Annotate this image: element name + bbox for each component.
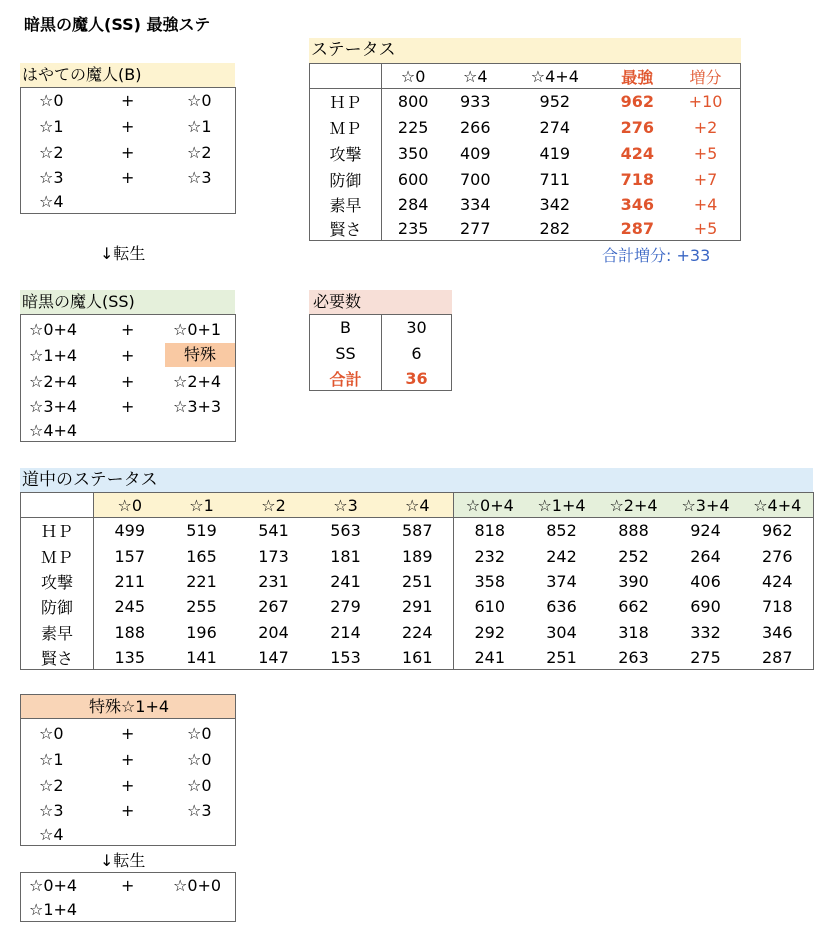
douchu-cell: 291	[382, 594, 454, 620]
tokushu-header: 特殊☆1+4	[20, 694, 236, 718]
douchu-cell: 196	[186, 623, 217, 642]
tokushu-result-b: ☆0+0	[173, 876, 222, 895]
needed-value: 6	[411, 344, 422, 363]
douchu-cell: 204	[258, 623, 289, 642]
status-table	[309, 63, 741, 241]
douchu-cell: 275	[690, 647, 721, 667]
hayate-row	[21, 88, 235, 114]
ankoku-row-a: ☆4+4	[29, 421, 78, 440]
hayate-row	[21, 165, 235, 191]
ankoku-row-op: +	[121, 346, 135, 365]
hayate-row-op: +	[121, 117, 135, 136]
status-cell: 600	[397, 170, 429, 189]
douchu-cell: 153	[330, 647, 361, 667]
douchu-cell: 279	[330, 597, 361, 616]
status-cell: 700	[459, 170, 491, 189]
needed-row	[310, 341, 452, 367]
tokushu-row	[21, 798, 235, 824]
tokushu-row-op: +	[121, 776, 135, 795]
tokushu-row-a: ☆3	[39, 801, 64, 820]
douchu-cell: 519	[186, 521, 217, 541]
status-cell: 933	[459, 92, 491, 112]
status-cell: 800	[397, 92, 429, 112]
tokushu-cell: 特殊	[165, 343, 235, 367]
status-cell: 282	[539, 218, 571, 238]
douchu-cell: 147	[258, 647, 289, 667]
douchu-row-name: 防御	[21, 594, 94, 620]
tokushu-row-b: ☆0	[187, 724, 212, 743]
douchu-cell: 221	[186, 571, 217, 591]
ankoku-row	[21, 317, 235, 343]
tensei-arrow-2: ↓転生	[100, 851, 146, 870]
status-cell: 225	[397, 118, 429, 137]
tokushu-row-a: ☆1	[39, 750, 64, 769]
status-cell: 277	[459, 218, 491, 238]
hayate-row	[21, 189, 235, 215]
hayate-row-b: ☆3	[187, 168, 212, 187]
tokushu-row-op: +	[121, 750, 135, 769]
status-row-name: 防御	[310, 167, 382, 193]
tokushu-result-row	[21, 897, 235, 923]
douchu-col-header: ☆4	[382, 493, 454, 518]
douchu-cell: 852	[546, 521, 577, 541]
status-cell-inc: +5	[693, 144, 718, 163]
status-row	[310, 141, 741, 167]
douchu-row-name: 素早	[21, 620, 94, 646]
hayate-row-b: ☆1	[187, 117, 212, 136]
ankoku-row-b: ☆3+3	[173, 397, 222, 416]
status-cell: 334	[459, 195, 491, 214]
douchu-table	[20, 492, 814, 670]
douchu-cell: 189	[382, 544, 454, 569]
hayate-row	[21, 140, 235, 166]
douchu-cell: 141	[186, 647, 217, 667]
douchu-cell: 276	[761, 546, 793, 566]
hayate-row-a: ☆2	[39, 143, 64, 162]
status-row-name: ＭＰ	[310, 115, 382, 141]
tokushu-row-op: +	[121, 724, 135, 743]
douchu-cell: 563	[330, 521, 361, 541]
status-row-name: 賢さ	[310, 217, 382, 241]
douchu-cell: 241	[474, 647, 506, 667]
tokushu-result-a: ☆1+4	[29, 900, 78, 919]
status-cell: 342	[539, 195, 571, 214]
douchu-cell: 818	[474, 521, 506, 541]
tokushu-row-b: ☆0	[187, 776, 212, 795]
douchu-corner	[21, 493, 94, 518]
douchu-header: 道中のステータス	[20, 468, 813, 492]
douchu-cell: 499	[114, 521, 146, 541]
douchu-cell: 242	[546, 546, 577, 566]
douchu-cell: 135	[114, 647, 146, 667]
douchu-cell: 374	[546, 571, 577, 591]
status-cell-max: 346	[620, 195, 654, 214]
status-row	[310, 217, 741, 241]
status-cell-inc: +10	[688, 92, 723, 112]
tokushu-result-box	[20, 872, 236, 922]
needed-row	[310, 367, 452, 391]
douchu-cell: 332	[690, 623, 721, 642]
hayate-row-b: ☆0	[187, 91, 212, 110]
tokushu-row-a: ☆2	[39, 776, 64, 795]
douchu-cell: 318	[618, 623, 649, 642]
page-title: 暗黒の魔人(SS) 最強ステ	[24, 15, 211, 34]
douchu-cell: 231	[258, 571, 289, 591]
tokushu-row	[21, 822, 235, 848]
douchu-cell: 636	[546, 597, 577, 616]
status-cell: 350	[397, 144, 429, 163]
douchu-cell: 610	[474, 597, 506, 616]
douchu-col-header: ☆0	[94, 493, 166, 518]
douchu-cell: 304	[546, 623, 577, 642]
needed-row	[310, 315, 452, 341]
status-total: 合計増分: +33	[602, 246, 711, 265]
needed-header: 必要数	[309, 290, 452, 314]
douchu-cell: 267	[258, 597, 289, 616]
douchu-col-header: ☆3+4	[670, 493, 742, 518]
hayate-row-b: ☆2	[187, 143, 212, 162]
tokushu-result-op: +	[121, 876, 135, 895]
tokushu-row-b: ☆0	[187, 750, 212, 769]
douchu-cell: 264	[690, 546, 721, 566]
status-cell: 419	[539, 144, 571, 163]
tokushu-row	[21, 747, 235, 773]
douchu-col-header: ☆2	[238, 493, 310, 518]
needed-total-value: 36	[405, 368, 428, 388]
hayate-row-op: +	[121, 91, 135, 110]
douchu-cell: 255	[186, 597, 217, 616]
ankoku-row	[21, 343, 235, 369]
douchu-cell: 157	[114, 546, 146, 566]
douchu-cell: 161	[382, 646, 454, 670]
tokushu-row-a: ☆0	[39, 724, 64, 743]
douchu-cell: 662	[618, 597, 649, 616]
needed-value: 30	[406, 318, 427, 338]
status-row-name: 素早	[310, 193, 382, 217]
tokushu-box	[20, 718, 236, 846]
needed-key: B	[310, 315, 382, 341]
status-cell-max: 276	[620, 118, 654, 137]
ankoku-row-op: +	[121, 372, 135, 391]
douchu-cell: 424	[761, 571, 793, 591]
douchu-col-header: ☆1	[166, 493, 238, 518]
hayate-row-op: +	[121, 168, 135, 187]
douchu-row	[21, 569, 814, 594]
status-cell: 274	[539, 118, 571, 137]
status-cell-inc: +2	[693, 118, 718, 137]
douchu-cell: 718	[761, 597, 793, 616]
douchu-cell: 962	[761, 521, 793, 541]
douchu-cell: 251	[546, 647, 577, 667]
douchu-cell: 888	[618, 521, 649, 541]
status-col-header: ☆4+4	[506, 64, 603, 89]
douchu-col-header: ☆0+4	[454, 493, 526, 518]
status-row	[310, 115, 741, 141]
status-col-header: ☆0	[382, 64, 445, 89]
status-cell: 235	[397, 218, 429, 238]
douchu-cell: 587	[382, 518, 454, 544]
ankoku-header: 暗黒の魔人(SS)	[20, 290, 235, 314]
douchu-cell: 251	[382, 569, 454, 594]
douchu-row-name: ＭＰ	[21, 544, 94, 569]
ankoku-row-b: ☆2+4	[173, 372, 222, 391]
douchu-row	[21, 594, 814, 620]
ankoku-row-op: +	[121, 320, 135, 339]
hayate-row	[21, 114, 235, 140]
douchu-cell: 924	[690, 521, 721, 541]
ankoku-row-a: ☆3+4	[29, 397, 78, 416]
hayate-header: はやての魔人(B)	[20, 63, 235, 87]
ankoku-row-a: ☆2+4	[29, 372, 78, 391]
douchu-cell: 252	[618, 546, 649, 566]
tokushu-result-row	[21, 873, 235, 899]
hayate-row-op: +	[121, 143, 135, 162]
ankoku-row-a: ☆1+4	[29, 346, 78, 365]
douchu-cell: 241	[330, 571, 361, 591]
douchu-cell: 165	[186, 546, 217, 566]
douchu-cell: 224	[382, 620, 454, 646]
douchu-col-header: ☆2+4	[598, 493, 670, 518]
douchu-cell: 346	[761, 623, 793, 642]
douchu-row	[21, 544, 814, 569]
hayate-row-a: ☆3	[39, 168, 64, 187]
tokushu-result-a: ☆0+4	[29, 876, 78, 895]
status-cell-max: 287	[620, 218, 654, 238]
status-header-row	[310, 64, 741, 89]
tokushu-row	[21, 721, 235, 747]
status-cell-max: 962	[620, 92, 654, 112]
status-header: ステータス	[309, 38, 741, 63]
douchu-cell: 214	[330, 623, 361, 642]
status-row	[310, 89, 741, 115]
douchu-cell: 173	[258, 546, 289, 566]
douchu-row-name: 攻撃	[21, 569, 94, 594]
ankoku-row	[21, 369, 235, 395]
status-cell: 952	[539, 92, 571, 112]
status-row	[310, 193, 741, 217]
douchu-cell: 390	[618, 571, 649, 591]
status-row-name: 攻撃	[310, 141, 382, 167]
hayate-row-a: ☆4	[39, 192, 64, 211]
status-cell: 409	[459, 144, 491, 163]
ankoku-row-a: ☆0+4	[29, 320, 78, 339]
status-row-name: ＨＰ	[310, 89, 382, 115]
status-cell-inc: +4	[693, 195, 718, 214]
douchu-cell: 541	[258, 521, 289, 541]
tokushu-row-a: ☆4	[39, 825, 64, 844]
needed-key: SS	[310, 341, 382, 367]
tokushu-row-b: ☆3	[187, 801, 212, 820]
status-cell-inc: +5	[693, 218, 718, 238]
douchu-col-header: ☆1+4	[526, 493, 598, 518]
hayate-row-a: ☆1	[39, 117, 64, 136]
status-cell: 711	[539, 170, 571, 189]
status-cell-max: 424	[620, 144, 654, 163]
tokushu-row	[21, 773, 235, 799]
douchu-row	[21, 646, 814, 670]
douchu-cell: 406	[690, 571, 721, 591]
status-cell-max: 718	[620, 170, 654, 189]
douchu-cell: 287	[761, 647, 793, 667]
douchu-cell: 188	[114, 623, 146, 642]
status-col-header: 最強	[604, 64, 672, 89]
needed-table	[309, 314, 452, 391]
douchu-row-name: ＨＰ	[21, 518, 94, 544]
douchu-cell: 263	[618, 647, 649, 667]
douchu-cell: 245	[114, 597, 146, 616]
status-cell: 266	[459, 118, 491, 137]
ankoku-row-op: +	[121, 397, 135, 416]
tensei-arrow-1: ↓転生	[100, 244, 146, 263]
ankoku-row	[21, 394, 235, 420]
douchu-cell: 358	[474, 571, 506, 591]
status-cell-inc: +7	[693, 170, 718, 189]
ankoku-box	[20, 314, 236, 442]
douchu-col-header: ☆4+4	[742, 493, 814, 518]
needed-total-key: 合計	[310, 367, 382, 391]
douchu-cell: 690	[690, 597, 721, 616]
ankoku-row-b: ☆0+1	[173, 320, 222, 339]
status-col-header: 増分	[671, 64, 740, 89]
status-corner	[310, 64, 382, 89]
douchu-col-header: ☆3	[310, 493, 382, 518]
douchu-cell: 292	[474, 623, 506, 642]
hayate-row-a: ☆0	[39, 91, 64, 110]
douchu-cell: 211	[114, 571, 146, 591]
status-row	[310, 167, 741, 193]
tokushu-row-op: +	[121, 801, 135, 820]
ankoku-row	[21, 418, 235, 444]
douchu-header-row	[21, 493, 814, 518]
douchu-cell: 181	[330, 546, 361, 566]
status-col-header: ☆4	[444, 64, 506, 89]
status-cell: 284	[397, 195, 429, 214]
douchu-row	[21, 518, 814, 544]
douchu-cell: 232	[474, 546, 506, 566]
douchu-row-name: 賢さ	[21, 646, 94, 670]
douchu-row	[21, 620, 814, 646]
hayate-box	[20, 87, 236, 214]
